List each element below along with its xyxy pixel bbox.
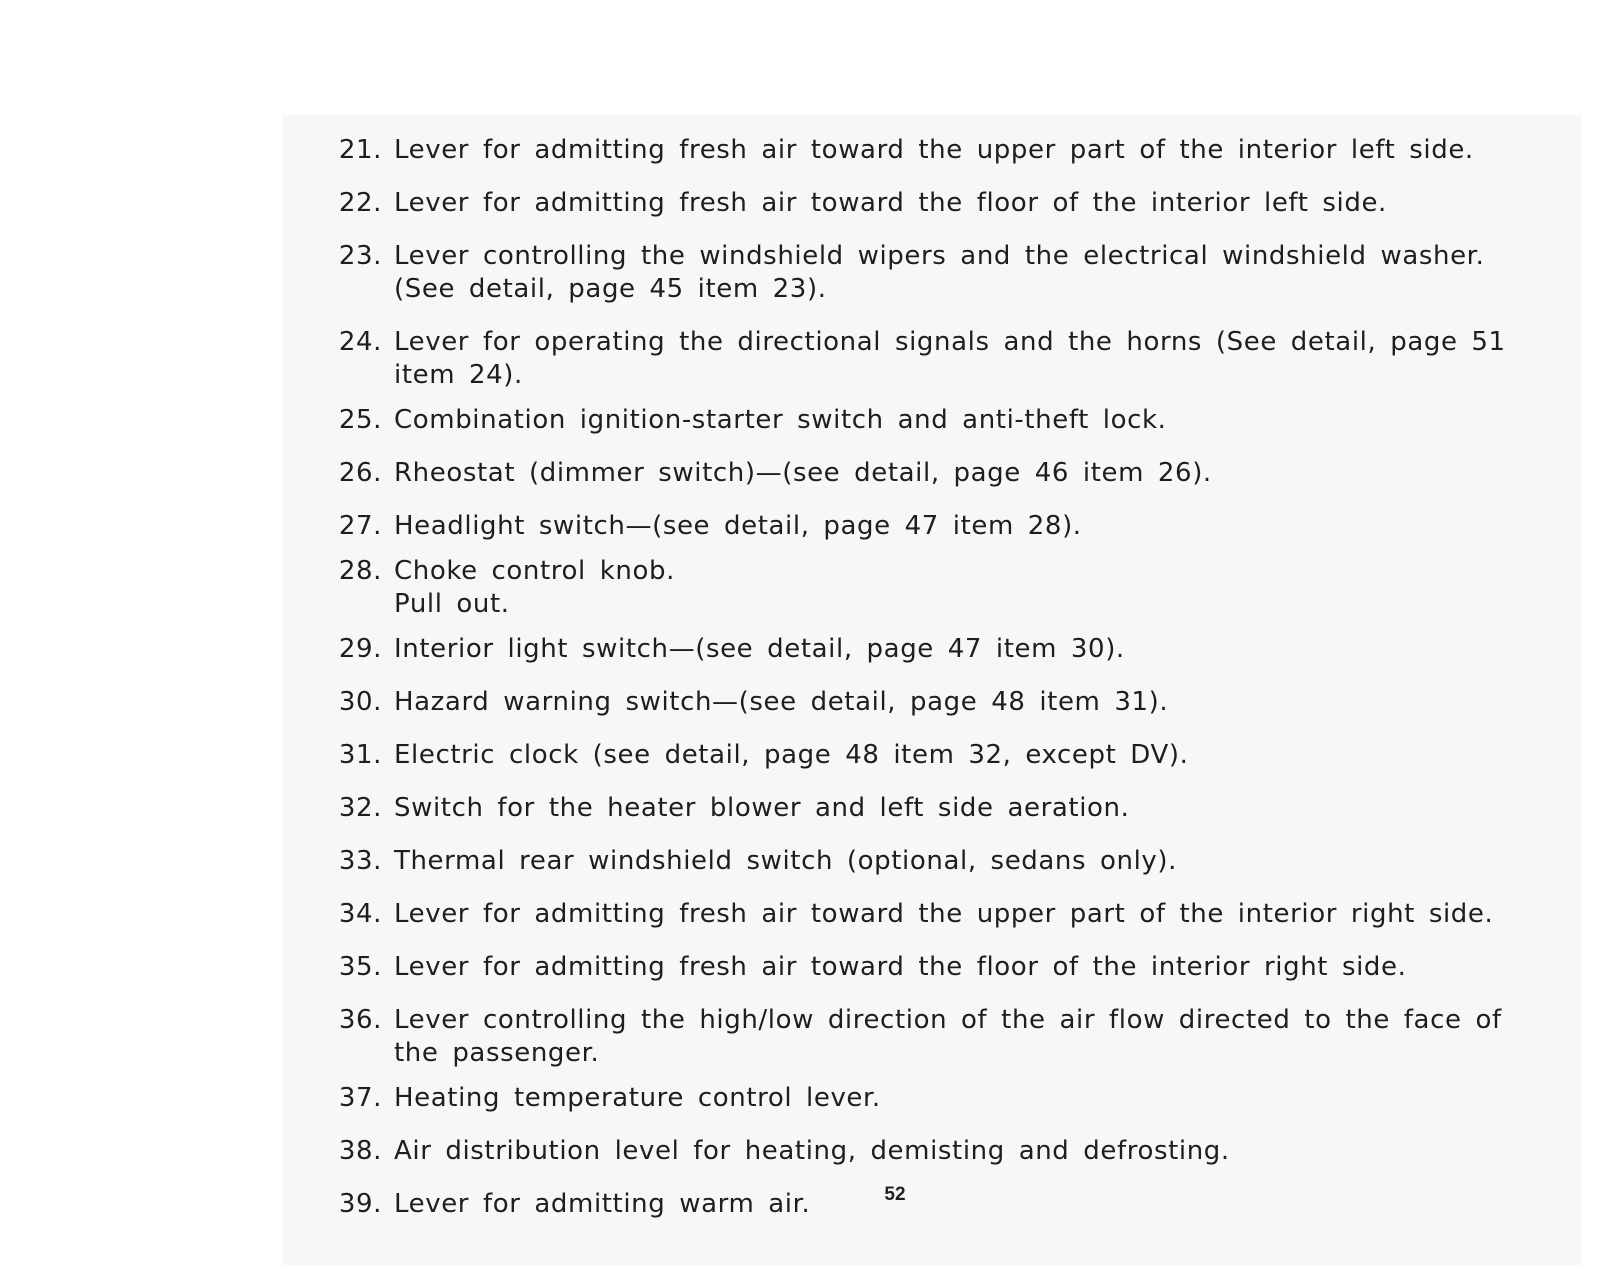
item-text: Lever for operating the directional signals and the horns (See detail, page 51 item 24). (394, 327, 1506, 390)
item-text-continuation: Pull out. (394, 589, 510, 619)
list-item (320, 1135, 1510, 1168)
list-item (320, 240, 1510, 306)
list-item (320, 404, 1510, 437)
item-text: Thermal rear windshield switch (optional, sedans only). (394, 846, 1178, 876)
item-text: Electric clock (see detail, page 48 item 32, except DV). (394, 740, 1189, 770)
list-item (320, 1082, 1510, 1115)
controls-legend-list (320, 134, 1510, 1241)
item-number: 27. (338, 511, 382, 541)
list-item (320, 457, 1510, 490)
item-number: 35. (338, 952, 382, 982)
item-text: Lever for admitting fresh air toward the floor of the interior left side. (394, 188, 1387, 218)
item-number: 21. (338, 135, 382, 165)
item-number: 26. (338, 458, 382, 488)
item-text: Lever controlling the windshield wipers and the electrical windshield washer. (See detail, page 45 item 23). (394, 241, 1485, 304)
item-text: Headlight switch—(see detail, page 47 item 28). (394, 511, 1082, 541)
item-number: 33. (338, 846, 382, 876)
item-text: Combination ignition-starter switch and anti-theft lock. (394, 405, 1167, 435)
item-text: Lever for admitting fresh air toward the floor of the interior right side. (394, 952, 1407, 982)
item-text: Hazard warning switch—(see detail, page 48 item 31). (394, 687, 1169, 717)
list-item (320, 739, 1510, 772)
item-number: 25. (338, 405, 382, 435)
list-item (320, 845, 1510, 878)
item-number: 23. (338, 241, 382, 271)
list-item (320, 1004, 1510, 1070)
item-text: Lever for admitting fresh air toward the upper part of the interior right side. (394, 899, 1494, 929)
item-number: 38. (338, 1136, 382, 1166)
item-number: 32. (338, 793, 382, 823)
item-text: Switch for the heater blower and left side aeration. (394, 793, 1130, 823)
item-text: Air distribution level for heating, demisting and defrosting. (394, 1136, 1230, 1166)
item-number: 28. (338, 556, 382, 586)
item-number: 39. (338, 1189, 382, 1219)
list-item (320, 134, 1510, 167)
list-item (320, 633, 1510, 666)
item-number: 34. (338, 899, 382, 929)
item-number: 30. (338, 687, 382, 717)
item-text: Lever controlling the high/low direction of the air flow directed to the face of the passenger. (394, 1005, 1502, 1068)
item-text: Lever for admitting fresh air toward the upper part of the interior left side. (394, 135, 1474, 165)
item-number: 29. (338, 634, 382, 664)
item-text: Heating temperature control lever. (394, 1083, 881, 1113)
item-number: 24. (338, 327, 382, 357)
item-number: 36. (338, 1005, 382, 1035)
list-item (320, 898, 1510, 931)
item-text: Lever for admitting warm air. (394, 1189, 811, 1219)
list-item (320, 686, 1510, 719)
list-item (320, 187, 1510, 220)
list-item (320, 326, 1510, 392)
item-number: 31. (338, 740, 382, 770)
item-text: Interior light switch—(see detail, page 47 item 30). (394, 634, 1125, 664)
list-item (320, 510, 1510, 543)
list-item (320, 951, 1510, 984)
item-number: 22. (338, 188, 382, 218)
page-number: 52 (884, 1184, 906, 1205)
item-number: 37. (338, 1083, 382, 1113)
list-item (320, 792, 1510, 825)
item-text: Rheostat (dimmer switch)—(see detail, page 46 item 26). (394, 458, 1212, 488)
list-item (320, 555, 1510, 621)
item-text: Choke control knob. (394, 556, 675, 586)
